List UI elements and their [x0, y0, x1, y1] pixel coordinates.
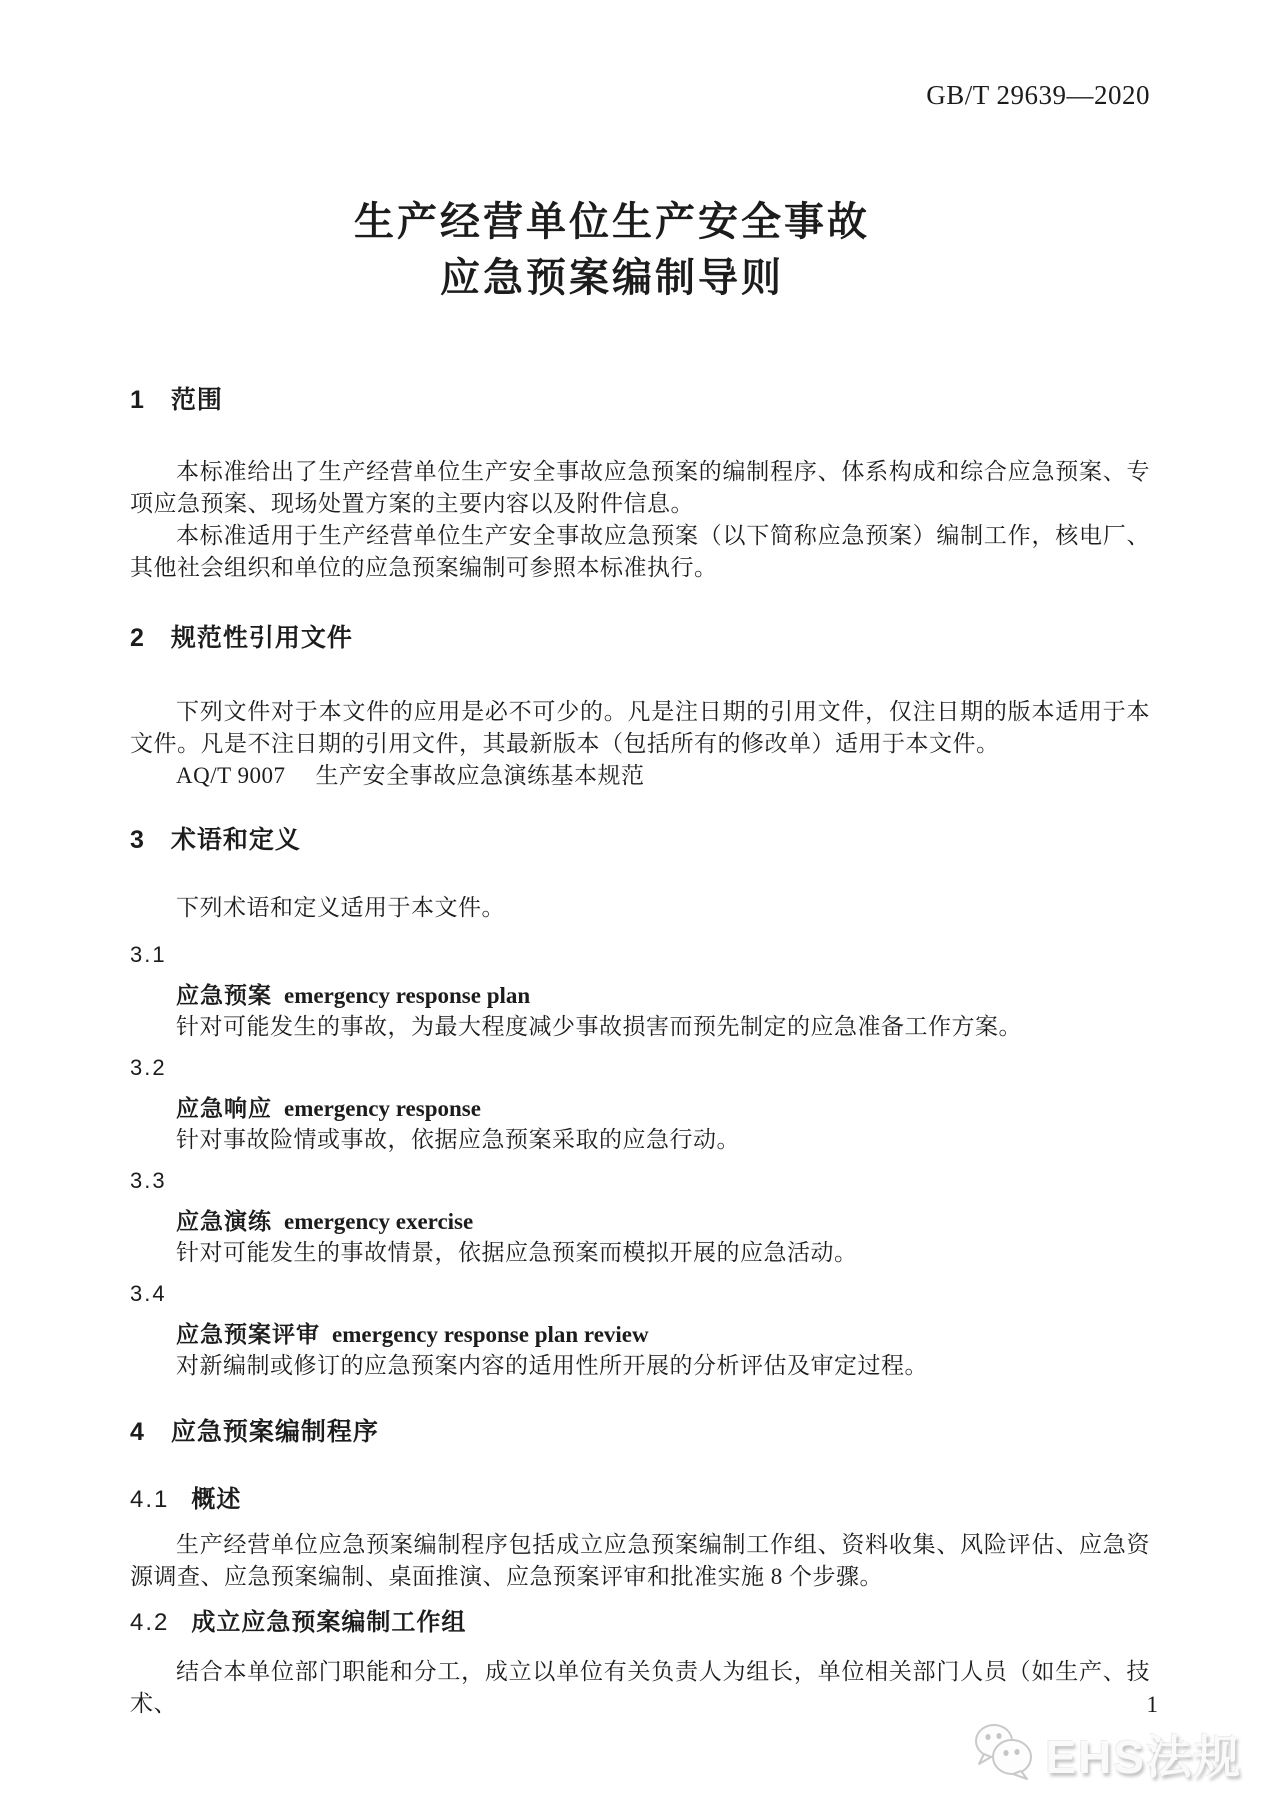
term-3-3-zh: 应急演练: [176, 1208, 272, 1234]
section-4-1-number: 4.1: [130, 1486, 170, 1513]
section-2-heading: [130, 624, 1150, 652]
section-3-intro: 下列术语和定义适用于本文件。: [176, 895, 505, 920]
document-title: [102, 194, 1122, 306]
section-3-heading: [130, 826, 1150, 854]
section-2-number: 2: [130, 624, 145, 652]
section-3-title: 术语和定义: [170, 826, 301, 854]
page-content: [130, 0, 1150, 1720]
page-number: 1: [1146, 1692, 1158, 1717]
term-3-2-number: 3.2: [130, 1055, 167, 1080]
wechat-bubbles-icon: [971, 1720, 1035, 1787]
term-3-4-heading: [176, 1321, 1150, 1348]
term-3-1-number: 3.1: [130, 942, 167, 967]
reference-title: 生产安全事故应急演练基本规范: [315, 763, 645, 788]
section-4-1-heading: [130, 1486, 1150, 1513]
section-1-title: 范围: [170, 386, 223, 414]
term-3-2-definition: 针对事故险情或事故，依据应急预案采取的应急行动。: [176, 1127, 740, 1152]
term-3-1-definition: 针对可能发生的事故，为最大程度减少事故损害而预先制定的应急准备工作方案。: [176, 1014, 1022, 1039]
term-3-2-heading: [176, 1095, 1150, 1122]
section-4-2-paragraph: 结合本单位部门职能和分工，成立以单位有关负责人为组长，单位相关部门人员（如生产、技术、: [130, 1659, 1150, 1716]
section-4-1-title: 概述: [191, 1486, 242, 1513]
term-3-3-en: emergency exercise: [284, 1209, 474, 1234]
term-3-4-definition: 对新编制或修订的应急预案内容的适用性所开展的分析评估及审定过程。: [176, 1353, 928, 1378]
term-3-4-number: 3.4: [130, 1281, 167, 1306]
section-4-1-paragraph: 生产经营单位应急预案编制程序包括成立应急预案编制工作组、资料收集、风险评估、应急资源调查、应急预案编制、桌面推演、应急预案评审和批准实施 8 个步骤。: [130, 1532, 1150, 1589]
section-4-2-number: 4.2: [130, 1609, 170, 1636]
term-3-2-en: emergency response: [284, 1096, 481, 1121]
section-4-2-title: 成立应急预案编制工作组: [191, 1609, 467, 1636]
term-3-4-zh: 应急预案评审: [176, 1321, 320, 1347]
section-2-paragraph-1: 下列文件对于本文件的应用是必不可少的。凡是注日期的引用文件，仅注日期的版本适用于本文件。凡是不注日期的引用文件，其最新版本（包括所有的修改单）适用于本文件。: [130, 699, 1150, 756]
term-3-3-heading: [176, 1208, 1150, 1235]
term-3-1-zh: 应急预案: [176, 982, 272, 1008]
section-2-title: 规范性引用文件: [170, 624, 353, 652]
term-3-1-en: emergency response plan: [284, 983, 531, 1008]
section-1-paragraph-1: 本标准给出了生产经营单位生产安全事故应急预案的编制程序、体系构成和综合应急预案、专项应急预案、现场处置方案的主要内容以及附件信息。: [130, 459, 1150, 516]
standard-number: GB/T 29639—2020: [926, 80, 1150, 110]
section-1-number: 1: [130, 386, 145, 414]
term-3-4-en: emergency response plan review: [332, 1322, 649, 1347]
term-3-2-zh: 应急响应: [176, 1095, 272, 1121]
section-4-2-heading: [130, 1609, 1150, 1636]
term-3-3-number: 3.3: [130, 1168, 167, 1193]
section-4-heading: [130, 1418, 1150, 1446]
term-3-3-definition: 针对可能发生的事故情景，依据应急预案而模拟开展的应急活动。: [176, 1240, 858, 1265]
normative-reference: [130, 760, 1150, 792]
section-4-number: 4: [130, 1418, 145, 1446]
section-1-heading: [130, 386, 1150, 414]
watermark: [971, 1720, 1242, 1787]
document-title-line1: 生产经营单位生产安全事故: [354, 200, 870, 244]
document-title-line2: 应急预案编制导则: [440, 256, 784, 300]
term-3-1-heading: [176, 982, 1150, 1009]
section-3-number: 3: [130, 826, 145, 854]
section-1-paragraph-2: 本标准适用于生产经营单位生产安全事故应急预案（以下简称应急预案）编制工作，核电厂、其他社会组织和单位的应急预案编制可参照本标准执行。: [130, 523, 1150, 580]
watermark-text: EHS法规: [1045, 1730, 1242, 1783]
reference-code: AQ/T 9007: [176, 763, 286, 788]
section-4-title: 应急预案编制程序: [170, 1418, 379, 1446]
